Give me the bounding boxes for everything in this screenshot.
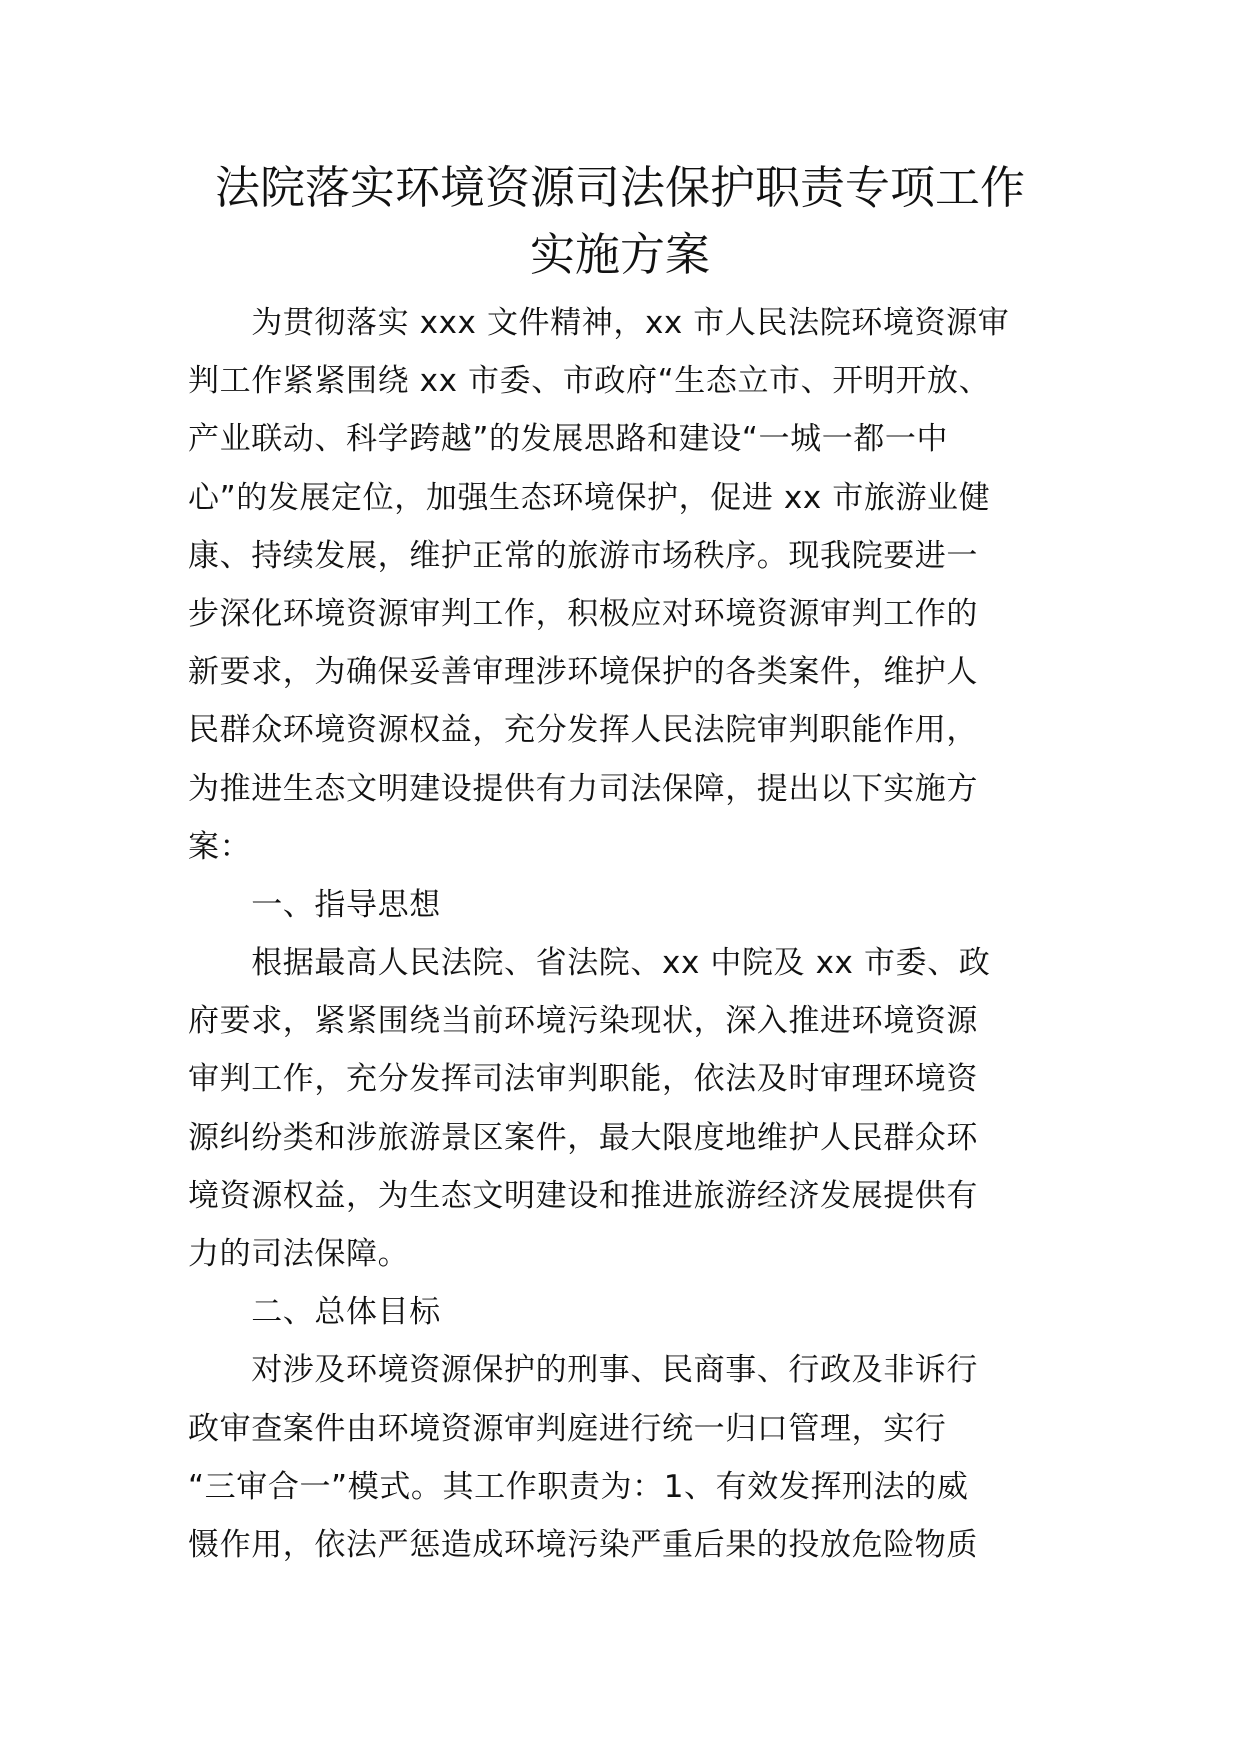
- text-line: 境资源权益，为生态文明建设和推进旅游经济发展提供有: [188, 1177, 978, 1214]
- text-line: 民群众环境资源权益，充分发挥人民法院审判职能作用，: [188, 712, 978, 749]
- text-line: 为推进生态文明建设提供有力司法保障，提出以下实施方: [188, 770, 978, 807]
- text-line: 为贯彻落实 xxx 文件精神，xx 市人民法院环境资源审: [188, 305, 1010, 341]
- text-line: 步深化环境资源审判工作，积极应对环境资源审判工作的: [188, 595, 978, 632]
- text-line: 新要求，为确保妥善审理涉环境保护的各类案件，维护人: [188, 654, 978, 691]
- text-line: 府要求，紧紧围绕当前环境污染现状，深入推进环境资源: [188, 1003, 978, 1040]
- text-line: 根据最高人民法院、省法院、xx 中院及 xx 市委、政: [188, 945, 991, 982]
- document-title-line-1: 法院落实环境资源司法保护职责专项工作: [214, 161, 1025, 214]
- document-body: [188, 294, 1054, 1574]
- document-title-line-2: 实施方案: [529, 228, 710, 281]
- text-line: 案：: [188, 828, 252, 865]
- text-line: 政审查案件由环境资源审判庭进行统一归口管理，实行: [188, 1410, 947, 1447]
- text-line: 源纠纷类和涉旅游景区案件，最大限度地维护人民群众环: [188, 1119, 978, 1156]
- text-line: 判工作紧紧围绕 xx 市委、市政府“生态立市、开明开放、: [188, 363, 991, 400]
- text-line: 力的司法保障。: [188, 1236, 410, 1272]
- section-heading-overall-goal: 二、总体目标: [188, 1294, 441, 1331]
- text-line: 慑作用，依法严惩造成环境污染严重后果的投放危险物质: [188, 1526, 978, 1563]
- text-line: 对涉及环境资源保护的刑事、民商事、行政及非诉行: [188, 1352, 978, 1389]
- section-heading-guiding-ideology: 一、指导思想: [188, 886, 441, 923]
- text-line: 康、持续发展，维护正常的旅游市场秩序。现我院要进一: [188, 537, 978, 574]
- text-line: 心”的发展定位，加强生态环境保护，促进 xx 市旅游业健: [188, 479, 991, 516]
- text-line: 产业联动、科学跨越”的发展思路和建设“一城一都一中: [188, 421, 949, 458]
- text-line: 审判工作，充分发挥司法审判职能，依法及时审理环境资: [188, 1061, 978, 1098]
- text-line: “三审合一”模式。其工作职责为：1、有效发挥刑法的威: [188, 1468, 969, 1505]
